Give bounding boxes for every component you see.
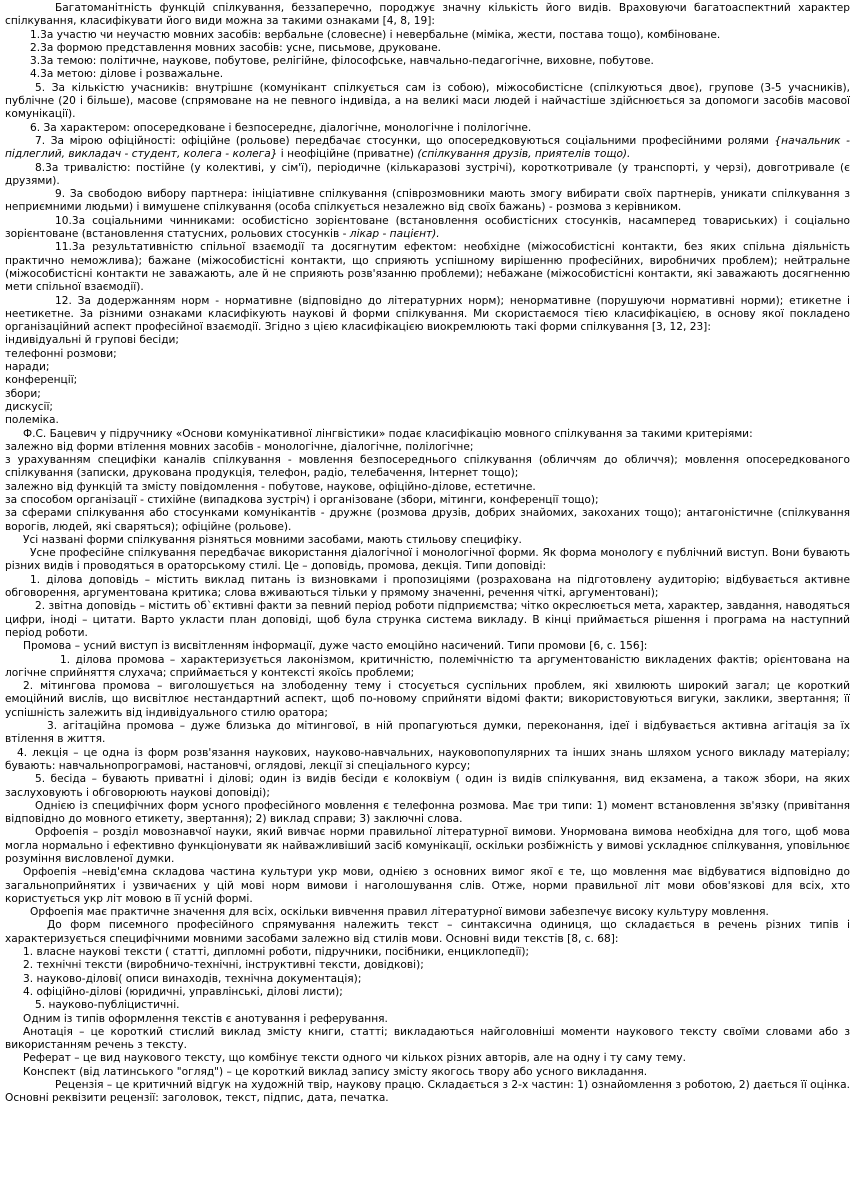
- paragraph-text: залежно від форми втілення мовних засобів - монологічне, діалогічне, полілогічне;: [5, 440, 474, 453]
- paragraph: [5, 826, 850, 866]
- paragraph-text: 2.3а формою представлення мовних засобів: усне, письмове, друковане.: [30, 41, 441, 54]
- italic-example: (спілкування друзів, приятелів тощо).: [417, 148, 631, 161]
- paragraph-text: Орфоепія –невід'ємна складова частина культури укр мови, однією з основних вимог якої є те, що мовлення має відбуватися відповідно до загальноприйнятих і узвичаєних у цій мові норм вимови і наголошування слів. Отже, норми правильної літ мови обов'язкові для всіх, хто користується укр літ мовою в її усній формі.: [5, 866, 850, 905]
- paragraph-text: 2. звітна доповідь – містить об`єктивні факти за певний період роботи підприємства; чітко окреслюється мета, характер, завдання, наводяться цифри, іноді – цитати. Варто укласти план доповіді, щоб була струнка система викладу. В кінці приймається рішення і програма на наступний період роботи.: [5, 600, 850, 639]
- paragraph: [5, 534, 850, 547]
- paragraph-text: 3.3а темою: політичне, наукове, побутове, релігійне, філософське, навчально-педагогічне, виховне, побутове.: [30, 55, 654, 68]
- paragraph-text: Усне професійне спілкування передбачає використання діалогічної і монологічної форми. Як форма монологу є публічний виступ. Вони бувають різних видів і проводяться в ораторському стилі. Це – доповідь, промова, декція. Типи доповіді:: [5, 547, 850, 573]
- paragraph: [5, 1066, 850, 1079]
- paragraph-text: 5. бесіда – бувають приватні і ділові; один із видів бесіди є колоквіум ( один із видів спілкування, вид екзамена, а також збори, на яких заслуховують і обговорюють наукові доповіді);: [5, 773, 850, 799]
- paragraph: [5, 973, 850, 986]
- paragraph-text: телефонні розмови;: [5, 347, 117, 360]
- paragraph: [5, 481, 850, 494]
- paragraph-text: з урахуванням специфіки каналів спілкування - мовлення безпосереднього спілкування (обличчям до обличчя); мовлення опосередкованого спілкування (записки, друкована продукція, телефон, радіо, телебачення, Інтернет тощо);: [5, 454, 850, 480]
- paragraph: [5, 361, 850, 374]
- paragraph-text: 10.3а соціальними чинниками: особистісно зорієнтоване (встановлення особистісних стосунків, насамперед товариських) і соціально зорієнтоване (встановлення статусних, рольових стосунків -: [5, 214, 850, 241]
- italic-example: лікар - пацієнт).: [349, 228, 440, 241]
- paragraph: [5, 547, 850, 574]
- paragraph: [5, 454, 850, 481]
- italic-example: {начальник - підлеглий, викладач - студент, колега - колега}: [5, 134, 850, 161]
- paragraph: [5, 441, 850, 454]
- paragraph: [5, 42, 850, 55]
- paragraph-text: Орфоепія має практичне значення для всіх, оскільки вивчення правил літературної вимови забезпечує високу культуру мовлення.: [30, 906, 769, 919]
- paragraph-text: конференції;: [5, 374, 78, 387]
- paragraph: [5, 600, 850, 640]
- paragraph-text: 1. ділова промова – характеризується лаконізмом, критичністю, полемічністю та аргументованістю викладених фактів; орієнтована на логічне сприйняття слухача; сприймається у контексті якоїсь проблеми;: [5, 653, 850, 679]
- paragraph: [5, 720, 850, 747]
- paragraph-text: Однією із специфічних форм усного професійного мовлення є телефонна розмова. Має три типи: 1) момент встановлення зв'язку (привітання відповідно до мовного етикету, звертання); 2) виклад справи; 3) заключні слова.: [5, 799, 850, 826]
- paragraph: [5, 946, 850, 959]
- paragraph: [5, 747, 850, 774]
- paragraph: [5, 82, 850, 122]
- paragraph-text: залежно від функцій та змісту повідомлення - побутове, наукове, офіційно-ділове, естетичне.: [5, 480, 536, 493]
- paragraph: [5, 29, 850, 42]
- paragraph: [5, 135, 850, 162]
- paragraph: [5, 680, 850, 720]
- paragraph-text: наради;: [5, 361, 50, 374]
- paragraph-text: за способом організації - стихійне (випадкова зустріч) і організоване (збори, мітинги, конференції тощо);: [5, 493, 599, 506]
- paragraph-text: Рецензія – це критичний відгук на художній твір, наукову працю. Складається з 2-х частин: 1) ознайомлення з роботою, 2) дається її оцінка. Основні реквізити рецензії: заголовок, текст, підпис, дата, печатка.: [5, 1079, 850, 1105]
- paragraph-text: До форм писемного професійного спрямування належить текст – синтаксична одиниця, що складається в речень різних типів і характеризується специфічними мовними засобами залежно від стилів мови. Основні види текстів [8, с. 68]:: [5, 919, 850, 945]
- paragraph: [5, 800, 850, 827]
- paragraph-text: 7. За мірою офіційності: офіційне (рольове) передбачає стосунки, що опосередковуються соціальними професійними ролями: [35, 134, 769, 147]
- paragraph-text: Одним із типів оформлення текстів є анотування і реферування.: [23, 1012, 388, 1025]
- paragraph-text: Промова – усний виступ із висвітленням інформації, дуже часто емоційно насичений. Типи промови [6, с. 156]:: [23, 640, 648, 653]
- paragraph-text: Конспект (від латинського "огляд") – це короткий виклад запису змісту якогось твору або усного викладання.: [23, 1065, 648, 1078]
- paragraph: [5, 640, 850, 653]
- paragraph: [5, 348, 850, 361]
- paragraph: [5, 1013, 850, 1026]
- paragraph-text: Ф.С. Бацевич у підручнику «Основи комунікативної лінгвістики» подає класифікацію мовного спілкування за такими критеріями:: [23, 427, 753, 440]
- paragraph: [5, 959, 850, 972]
- paragraph: [5, 295, 850, 335]
- paragraph: [5, 906, 850, 919]
- paragraph: [5, 215, 850, 242]
- paragraph-text: і неофіційне (приватне): [277, 148, 418, 161]
- paragraph: [5, 1079, 850, 1106]
- paragraph: [5, 773, 850, 800]
- paragraph: [5, 162, 850, 189]
- paragraph: [5, 2, 850, 29]
- paragraph: [5, 68, 850, 81]
- paragraph: [5, 494, 850, 507]
- paragraph: [5, 55, 850, 68]
- paragraph-text: 6. За характером: опосередковане і безпосереднє, діалогічне, монологічне і полілогічне.: [30, 121, 532, 134]
- paragraph-text: Реферат – це вид наукового тексту, що комбінує тексти одного чи кількох різних авторів, але на одну і ту саму тему.: [23, 1052, 686, 1065]
- paragraph: [5, 122, 850, 135]
- paragraph-text: 1.3а участю чи неучастю мовних засобів: вербальне (словесне) і невербальне (міміка, жести, постава тощо), комбіноване.: [30, 28, 721, 41]
- paragraph-text: 3. науково-ділові( описи винаходів, технічна документація);: [23, 972, 362, 985]
- paragraph-text: Орфоепія – розділ мовознавчої науки, який вивчає норми правильної літературної вимови. Унормована вимова необхідна для того, щоб мова могла нормально і ефективно функціонувати як найважливіший засіб комунікації, оскільки розбіжність у вимові ускладнює спілкування, уповільнює розуміння висловленої думки.: [5, 826, 850, 865]
- paragraph-text: індивідуальні й групові бесіди;: [5, 334, 179, 347]
- paragraph-text: 5. науково-публіцистичні.: [35, 999, 180, 1012]
- paragraph-text: 4.3а метою: ділове і розважальне.: [30, 68, 224, 81]
- paragraph-text: Анотація – це короткий стислий виклад змісту книги, статті; викладаються найголовніші моменти наукового тексту своїми словами або з використанням речень з тексту.: [5, 1025, 850, 1052]
- paragraph-text: 3. агітаційна промова – дуже близька до мітингової, в ній пропагуються думки, переконання, ідеї і відбувається активна агітація за їх втілення в життя.: [5, 720, 850, 746]
- paragraph-text: Багатоманітність функцій спілкування, беззаперечно, породжує значну кількість його видів. Враховуючи багатоаспектний характер спілкування, класифікувати його види можна за такими ознаками [4, 8, 19]:: [5, 2, 850, 28]
- paragraph: [5, 1026, 850, 1053]
- paragraph-text: 5. За кількістю учасників: внутрішнє (комунікант спілкується сам із собою), міжособистісне (спілкуються двоє), групове (3-5 учасників), публічне (20 і більше), масове (спрямоване на не певного індивіда, а на великі маси людей і найчастіше здійснюється за допомоги засобів масової комунікації).: [5, 81, 850, 121]
- paragraph-text: збори;: [5, 387, 41, 400]
- paragraph: [5, 866, 850, 906]
- paragraph-text: 9. За свободою вибору партнера: ініціативне спілкування (співрозмовники мають змогу вибирати своїх партнерів, уникати спілкування з неприємними людьми) і вимушене спілкування (особа спілкується незалежно від своїх бажань) - розмова з керівником.: [5, 188, 850, 214]
- paragraph: [5, 241, 850, 294]
- paragraph-text: полеміка.: [5, 414, 59, 427]
- paragraph: [5, 507, 850, 534]
- paragraph-text: 1. ділова доповідь – містить виклад питань із визновками і пропозиціями (розрахована на підготовлену аудиторію; відбувається активне обговорення, аргументована критика; слова вживаються тільки у прямому значенні, речення чіткі, аргументовані);: [5, 573, 850, 600]
- paragraph: [5, 188, 850, 215]
- paragraph: [5, 1052, 850, 1065]
- paragraph: [5, 574, 850, 601]
- paragraph-text: 4. лекція – це одна із форм розв'язання наукових, науково-навчальних, науковопопулярних та інших знань шляхом усного викладу матеріалу; бувають: навчальнопрограмові, настановчі, оглядові, лекції зі спеціального курсу;: [5, 746, 850, 772]
- paragraph-text: 4. офіційно-ділові (юридичні, управлінські, ділові листи);: [23, 985, 343, 998]
- paragraph: [5, 654, 850, 681]
- paragraph-text: 2. мітингова промова – виголошується на злободенну тему і стосується суспільних проблем, які хвилюють широкий загал; це короткий емоційний вислів, що висвітлює нестандартний аспект, щоб по-новому сприйняти відомі факти; використовуються вигуки, заклики, звертання; її успішність залежить від індивідуального стилю оратора;: [5, 680, 850, 719]
- paragraph: [5, 374, 850, 387]
- paragraph: [5, 334, 850, 347]
- paragraph-text: 11.3а результативністю спільної взаємодії та досягнутим ефектом: необхідне (міжособистісні контакти, без яких спільна діяльність практично неможлива); бажане (міжособистісні контакти, що сприяють успішному вирішенню професійних, виробничих проблем); нейтральне (міжособистісні контакти не заважають, але й не сприяють розв'язанню проблеми); небажане (міжособистісні контакти, які заважають досягненню мети спільної взаємодії).: [5, 241, 850, 294]
- paragraph: [5, 428, 850, 441]
- paragraph-text: за сферами спілкування або стосунками комунікантів - дружнє (розмова друзів, добрих знайомих, закоханих тощо); антагоністичне (спілкування ворогів, людей, які сваряться); офіційне (рольове).: [5, 507, 850, 533]
- paragraph-text: дискусії;: [5, 400, 53, 413]
- paragraph-text: Усі названі форми спілкування різняться мовними засобами, мають стильову специфіку.: [23, 533, 522, 546]
- paragraph: [5, 999, 850, 1012]
- paragraph-text: 2. технічні тексти (виробничо-технічні, інструктивні тексти, довідкові);: [23, 959, 424, 972]
- paragraph: [5, 414, 850, 427]
- paragraph: [5, 986, 850, 999]
- paragraph: [5, 388, 850, 401]
- paragraph: [5, 919, 850, 946]
- paragraph: [5, 401, 850, 414]
- paragraph-text: 1. власне наукові тексти ( статті, дипломні роботи, підручники, посібники, енциклопедії);: [23, 946, 530, 959]
- paragraph-text: 8.3а тривалістю: постійне (у колективі, у сім'ї), періодичне (кількаразові зустрічі), короткотривале (у транспорті, у черзі), довготривале (є друзями).: [5, 161, 850, 187]
- paragraph-text: 12. За додержанням норм - нормативне (відповідно до літературних норм); ненормативне (порушуючи нормативні норми); етикетне і неетикетне. За різними ознаками класифікують наукові й форми спілкування. Ми скористаємося тією класифікацією, в основу якої покладено організаційний аспект професійної взаємодії. Згідно з цією класифікацією виокремлюють такі форми спілкування [3, 12, 23]:: [5, 294, 850, 334]
